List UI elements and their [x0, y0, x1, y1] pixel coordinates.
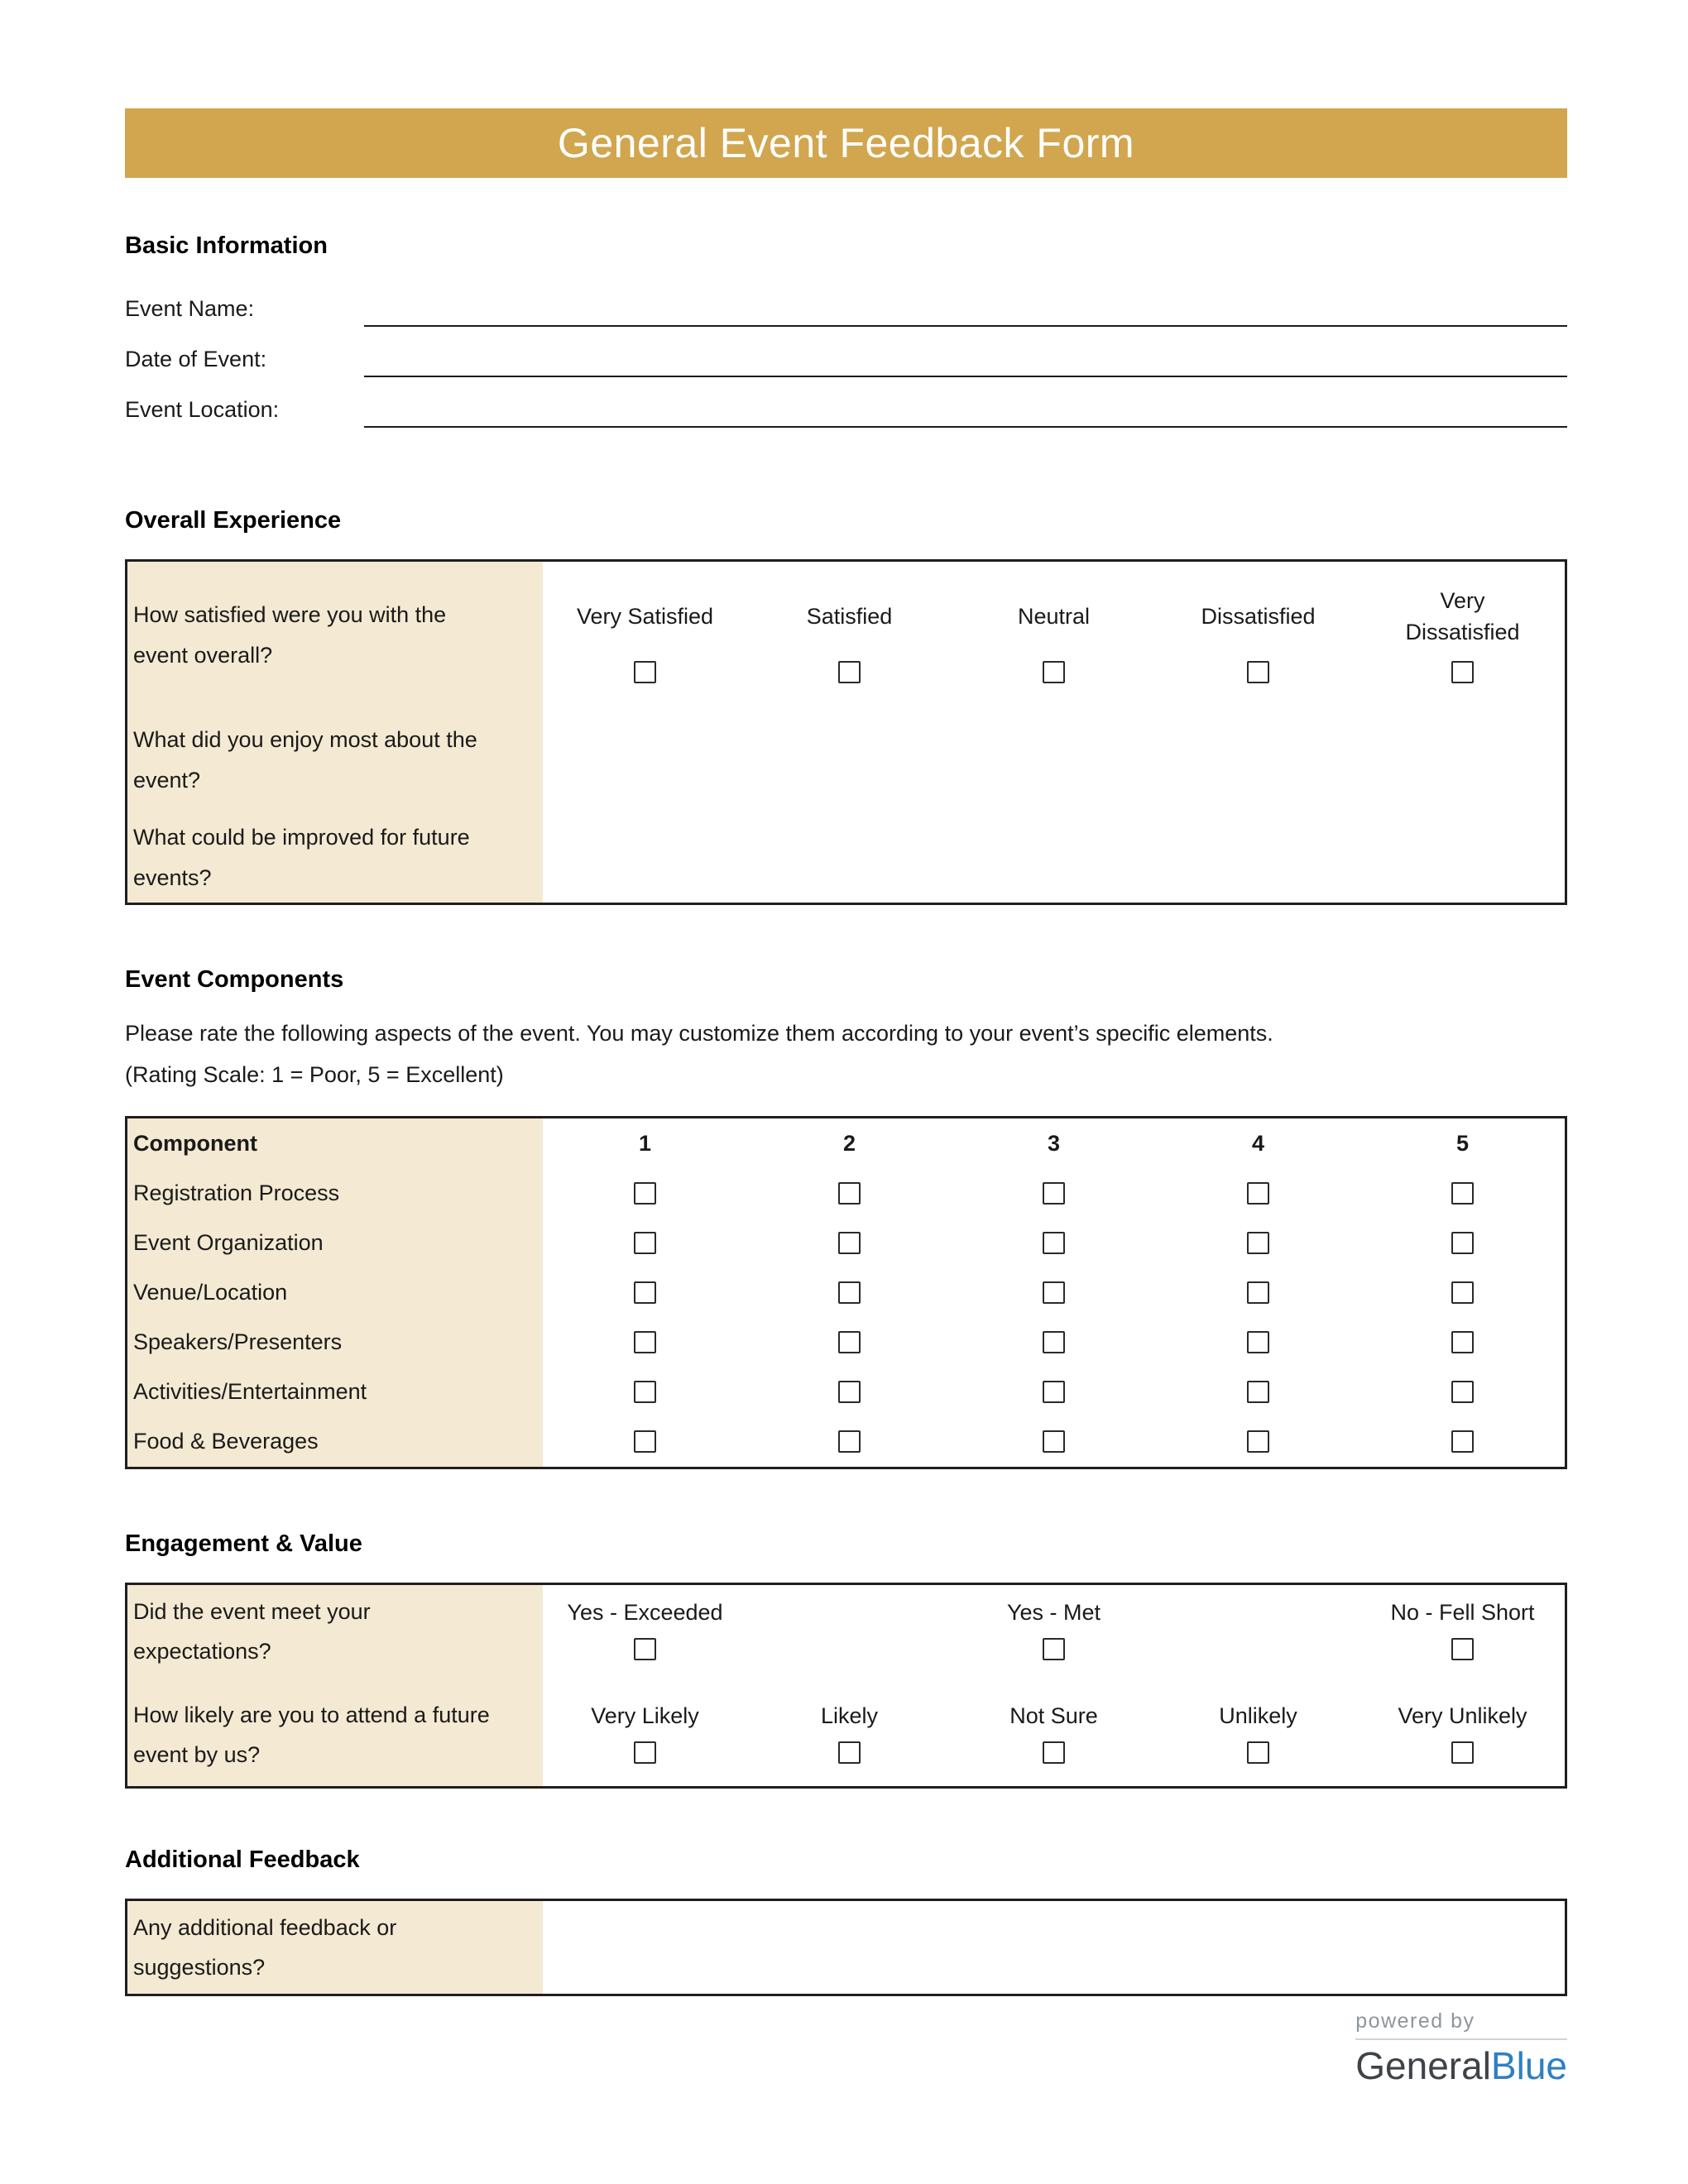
satisfaction-option-label: Very Dissatisfied: [1405, 588, 1520, 644]
rating-checkbox[interactable]: [1451, 1182, 1474, 1205]
component-row-venue: [127, 1268, 1565, 1318]
rating-checkbox[interactable]: [634, 1430, 656, 1453]
additional-feedback-heading: Additional Feedback: [125, 1846, 360, 1873]
improve-question: What could be improved for future events?: [133, 825, 470, 890]
rating-checkbox[interactable]: [1451, 1430, 1474, 1453]
enjoy-most-question-cell: [127, 715, 543, 812]
likelihood-checkbox-not-sure[interactable]: [1043, 1741, 1065, 1764]
satisfaction-options: [543, 562, 1565, 715]
component-row-organization: [127, 1219, 1565, 1268]
event-location-row: [125, 377, 1567, 428]
event-date-input[interactable]: [364, 327, 1567, 377]
event-components-section: [125, 966, 1567, 1469]
likelihood-option-very-unlikely: [1360, 1697, 1565, 1786]
rating-checkbox[interactable]: [634, 1331, 656, 1353]
rating-checkbox[interactable]: [634, 1381, 656, 1403]
likelihood-option-label: Likely: [820, 1703, 879, 1729]
rating-checkbox[interactable]: [838, 1381, 861, 1403]
component-row-speakers: [127, 1318, 1565, 1367]
rating-column-5: 5: [1455, 1130, 1470, 1156]
event-location-input[interactable]: [364, 377, 1567, 428]
likelihood-checkbox-likely[interactable]: [838, 1741, 861, 1764]
rating-checkbox[interactable]: [1247, 1430, 1269, 1453]
expectation-checkbox-exceeded[interactable]: [634, 1638, 656, 1660]
satisfaction-option-label: Satisfied: [806, 604, 893, 630]
expectations-options: [543, 1585, 1565, 1688]
satisfaction-option-satisfied: [747, 575, 952, 715]
likelihood-option-unlikely: [1156, 1697, 1360, 1786]
satisfaction-question: How satisfied were you with the event overall?: [133, 602, 447, 668]
component-ratings: [543, 1169, 1565, 1219]
rating-checkbox[interactable]: [1247, 1381, 1269, 1403]
component-ratings: [543, 1219, 1565, 1268]
expectation-option-exceeded: [543, 1593, 747, 1688]
rating-checkbox[interactable]: [838, 1232, 861, 1254]
overall-experience-table: [125, 559, 1567, 905]
likelihood-question: How likely are you to attend a future event by us?: [133, 1702, 490, 1768]
component-header-row: [127, 1118, 1565, 1169]
component-row-registration: [127, 1169, 1565, 1219]
satisfaction-option-dissatisfied: [1156, 575, 1360, 715]
basic-information-section: [125, 232, 1567, 428]
likelihood-row: [127, 1688, 1565, 1786]
logo-blue-text: Blue: [1490, 2043, 1567, 2087]
satisfaction-option-label: Very Satisfied: [576, 604, 714, 630]
satisfaction-checkbox-neutral[interactable]: [1043, 661, 1065, 683]
expectation-option-label: Yes - Exceeded: [567, 1600, 723, 1626]
likelihood-options: [543, 1688, 1565, 1786]
satisfaction-option-neutral: [952, 575, 1156, 715]
rating-checkbox[interactable]: [1043, 1281, 1065, 1304]
component-row-food: [127, 1417, 1565, 1467]
enjoy-most-question: What did you enjoy most about the event?: [133, 727, 477, 793]
likelihood-checkbox-unlikely[interactable]: [1247, 1741, 1269, 1764]
event-components-heading: Event Components: [125, 966, 344, 993]
satisfaction-question-cell: [127, 562, 543, 715]
rating-checkbox[interactable]: [1247, 1182, 1269, 1205]
satisfaction-option-very-dissatisfied: [1360, 575, 1565, 715]
rating-checkbox[interactable]: [1043, 1430, 1065, 1453]
rating-checkbox[interactable]: [1043, 1232, 1065, 1254]
likelihood-option-label: Not Sure: [1009, 1703, 1098, 1729]
expectations-row: [127, 1585, 1565, 1688]
component-label: Registration Process: [127, 1169, 543, 1219]
likelihood-option-very-likely: [543, 1697, 747, 1786]
expectations-question: Did the event meet your expectations?: [133, 1598, 371, 1664]
enjoy-most-row: [127, 715, 1565, 812]
satisfaction-checkbox-very-satisfied[interactable]: [634, 661, 656, 683]
additional-feedback-table: [125, 1899, 1567, 1996]
additional-feedback-question-cell: [127, 1901, 543, 1994]
satisfaction-row: [127, 562, 1565, 715]
rating-checkbox[interactable]: [1451, 1381, 1474, 1403]
expectations-question-cell: [127, 1585, 543, 1688]
rating-checkbox[interactable]: [1043, 1182, 1065, 1205]
satisfaction-checkbox-dissatisfied[interactable]: [1247, 661, 1269, 683]
improve-row: [127, 812, 1565, 903]
event-date-label: Date of Event:: [125, 347, 267, 371]
rating-checkbox[interactable]: [1451, 1331, 1474, 1353]
additional-feedback-answer-area[interactable]: [543, 1901, 1565, 1994]
component-row-activities: [127, 1367, 1565, 1417]
rating-checkbox[interactable]: [1247, 1281, 1269, 1304]
satisfaction-option-label: Dissatisfied: [1201, 604, 1316, 630]
overall-experience-heading: Overall Experience: [125, 507, 342, 534]
component-label: Venue/Location: [127, 1268, 543, 1318]
improve-answer-area[interactable]: [543, 812, 1565, 903]
expectation-option-label: Yes - Met: [1006, 1600, 1101, 1626]
rating-column-2: 2: [842, 1130, 856, 1156]
event-name-row: [125, 276, 1567, 327]
likelihood-option-likely: [747, 1697, 952, 1786]
rating-checkbox[interactable]: [1247, 1232, 1269, 1254]
rating-checkbox[interactable]: [838, 1331, 861, 1353]
likelihood-checkbox-very-likely[interactable]: [634, 1741, 656, 1764]
likelihood-option-label: Very Unlikely: [1398, 1703, 1527, 1729]
expectation-checkbox-fell-short[interactable]: [1451, 1638, 1474, 1660]
component-column-header: Component: [127, 1118, 543, 1169]
overall-experience-section: [125, 507, 1567, 905]
rating-checkbox[interactable]: [838, 1430, 861, 1453]
engagement-value-table: [125, 1583, 1567, 1789]
component-label: Food & Beverages: [127, 1417, 543, 1467]
rating-column-4: 4: [1251, 1130, 1265, 1156]
component-ratings: [543, 1417, 1565, 1467]
component-label: Activities/Entertainment: [127, 1367, 543, 1417]
event-name-input[interactable]: [364, 276, 1567, 327]
form-title: General Event Feedback Form: [557, 120, 1135, 166]
engagement-value-heading: Engagement & Value: [125, 1530, 362, 1557]
rating-checkbox[interactable]: [1247, 1331, 1269, 1353]
likelihood-checkbox-very-unlikely[interactable]: [1451, 1741, 1474, 1764]
enjoy-most-answer-area[interactable]: [543, 715, 1565, 812]
likelihood-option-label: Unlikely: [1219, 1703, 1297, 1729]
event-components-table: [125, 1116, 1567, 1469]
component-label: Event Organization: [127, 1219, 543, 1268]
component-label: Speakers/Presenters: [127, 1318, 543, 1367]
rating-checkbox[interactable]: [634, 1182, 656, 1205]
rating-checkbox[interactable]: [1043, 1381, 1065, 1403]
generalblue-lockup: [1355, 2009, 1567, 2088]
title-banner: [125, 108, 1567, 178]
satisfaction-checkbox-satisfied[interactable]: [838, 661, 861, 683]
rating-checkbox[interactable]: [838, 1281, 861, 1304]
additional-feedback-section: [125, 1846, 1567, 1996]
component-ratings: [543, 1268, 1565, 1318]
engagement-value-section: [125, 1530, 1567, 1789]
rating-scale-note: (Rating Scale: 1 = Poor, 5 = Excellent): [125, 1061, 504, 1087]
rating-checkbox[interactable]: [1043, 1331, 1065, 1353]
likelihood-option-not-sure: [952, 1697, 1156, 1786]
rating-checkbox[interactable]: [1451, 1281, 1474, 1304]
expectation-option-met: [952, 1593, 1156, 1688]
event-date-row: [125, 327, 1567, 377]
event-name-label: Event Name:: [125, 296, 255, 321]
likelihood-question-cell: [127, 1688, 543, 1786]
rating-column-3: 3: [1047, 1130, 1061, 1156]
footer: [125, 2009, 1567, 2088]
rating-header-columns: [543, 1118, 1565, 1169]
rating-checkbox[interactable]: [838, 1182, 861, 1205]
component-ratings: [543, 1318, 1565, 1367]
satisfaction-option-very-satisfied: [543, 575, 747, 715]
satisfaction-checkbox-very-dissatisfied[interactable]: [1451, 661, 1474, 683]
event-components-description: Please rate the following aspects of the event. You may customize them according to your event’s specific elements.: [125, 1021, 1273, 1046]
rating-column-1: 1: [638, 1130, 652, 1156]
generalblue-logo: [1355, 2043, 1567, 2088]
improve-question-cell: [127, 812, 543, 903]
rating-checkbox[interactable]: [634, 1281, 656, 1304]
basic-information-heading: Basic Information: [125, 232, 328, 259]
expectation-option-label: No - Fell Short: [1390, 1600, 1535, 1626]
rating-checkbox[interactable]: [1451, 1232, 1474, 1254]
powered-by-label: powered by: [1355, 2009, 1567, 2040]
component-ratings: [543, 1367, 1565, 1417]
expectation-checkbox-met[interactable]: [1043, 1638, 1065, 1660]
logo-general-text: General: [1355, 2043, 1491, 2087]
additional-feedback-question: Any additional feedback or suggestions?: [133, 1914, 397, 1980]
likelihood-option-label: Very Likely: [591, 1703, 699, 1729]
event-location-label: Event Location:: [125, 397, 280, 422]
rating-checkbox[interactable]: [634, 1232, 656, 1254]
expectation-option-fell-short: [1360, 1593, 1565, 1688]
satisfaction-option-label: Neutral: [1017, 604, 1091, 630]
